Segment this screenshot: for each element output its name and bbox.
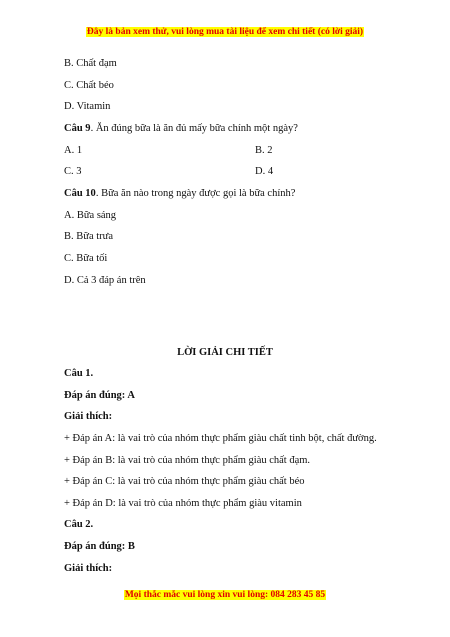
option-c: C. Bữa tối <box>64 253 108 264</box>
solution-2-answer: Đáp án đúng: B <box>64 541 135 552</box>
question-label: Câu 9 <box>64 123 91 134</box>
explain-line: + Đáp án A: là vai trò của nhóm thực phẩm giàu chất tinh bột, chất đường. <box>64 433 377 444</box>
option-d: D. Cả 3 đáp án trên <box>64 275 146 286</box>
option-a: A. 1 <box>64 145 83 156</box>
question-label: Câu 10 <box>64 188 96 199</box>
solution-1-explain-label: Giải thích: <box>64 411 113 422</box>
option-d: D. Vitamin <box>64 101 111 112</box>
option-a: A. Bữa sáng <box>64 210 117 221</box>
solution-2-label: Câu 2. <box>64 519 94 530</box>
contact-banner: Mọi thắc mắc vui lòng xin vui lòng: 084 283 45 85 <box>124 590 326 600</box>
option-b: B. Bữa trưa <box>64 231 113 242</box>
option-d: D. 4 <box>255 166 274 177</box>
solution-1-answer: Đáp án đúng: A <box>64 390 135 401</box>
option-b: B. Chất đạm <box>64 58 117 69</box>
solution-2-explain-label: Giải thích: <box>64 563 113 574</box>
question-text: . Bữa ăn nào trong ngày được gọi là bữa chính? <box>95 188 296 199</box>
explain-line: + Đáp án B: là vai trò của nhóm thực phẩm giàu chất đạm. <box>64 455 311 466</box>
explain-line: + Đáp án C: là vai trò của nhóm thực phẩm giàu chất béo <box>64 476 305 487</box>
question-10 <box>64 188 295 199</box>
solutions-title: LỜI GIẢI CHI TIẾT <box>177 347 273 358</box>
question-text: . Ăn đúng bữa là ăn đủ mấy bữa chính một ngày? <box>90 123 298 134</box>
option-c: C. 3 <box>64 166 82 177</box>
question-9 <box>64 123 298 134</box>
option-b: B. 2 <box>255 145 273 156</box>
preview-banner: Đây là bản xem thử, vui lòng mua tài liệu để xem chi tiết (có lời giải) <box>86 27 364 37</box>
explain-line: + Đáp án D: là vai trò của nhóm thực phẩm giàu vitamin <box>64 498 302 509</box>
solution-1-label: Câu 1. <box>64 368 94 379</box>
option-c: C. Chất béo <box>64 80 114 91</box>
